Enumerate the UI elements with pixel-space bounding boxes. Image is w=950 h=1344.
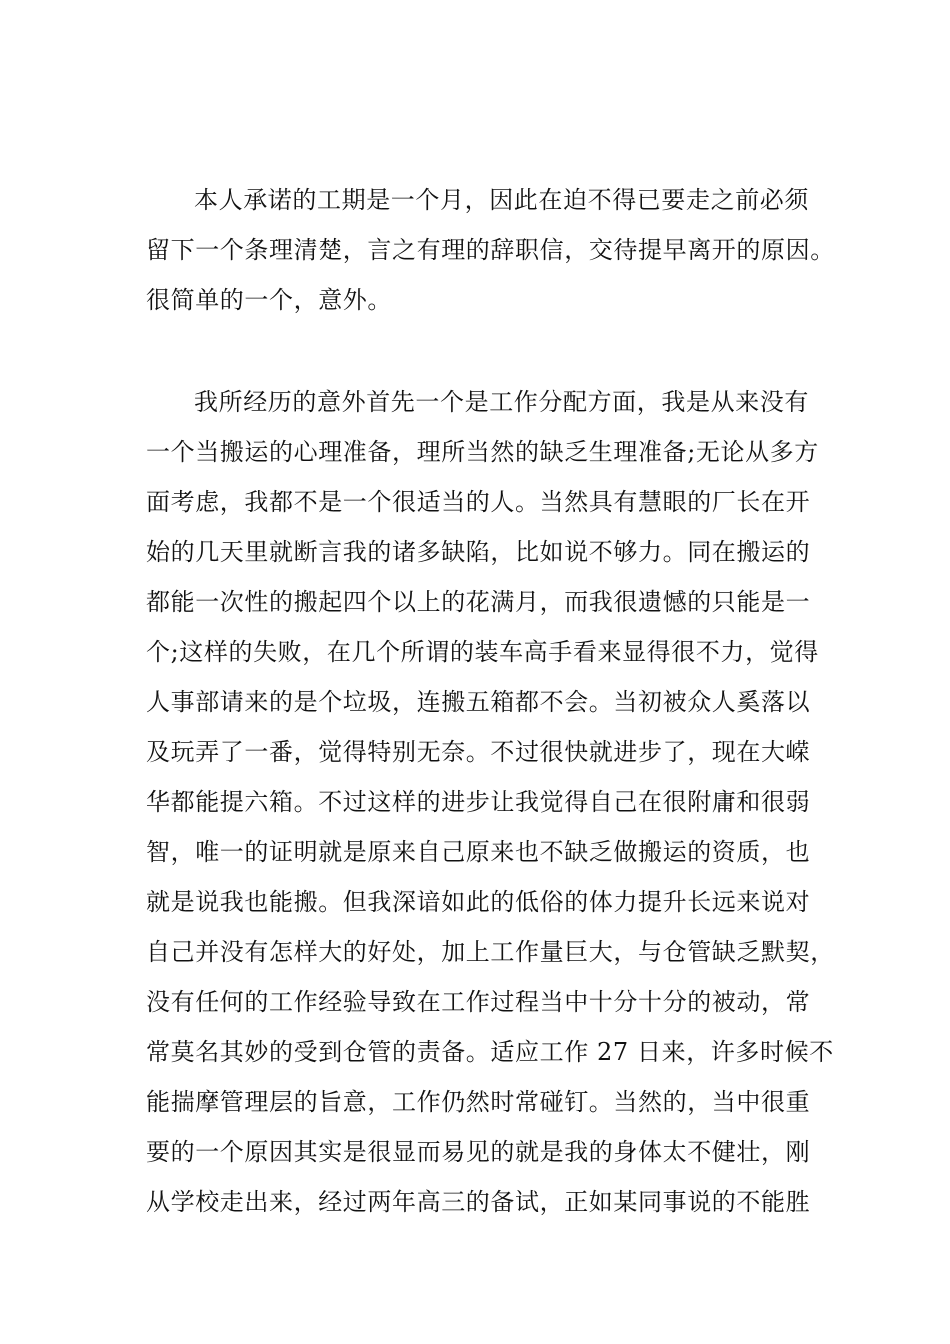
paragraph-2-line-1: 我所经历的意外首先一个是工作分配方面，我是从来没有 <box>194 388 809 416</box>
paragraph-2-line-15: 能揣摩管理层的旨意，工作仍然时常碰钉。当然的，当中很重 <box>146 1088 811 1116</box>
paragraph-2-line-12: 自己并没有怎样大的好处，加上工作量巨大，与仓管缺乏默契， <box>146 938 835 966</box>
paragraph-2-line-14: 常莫名其妙的受到仓管的责备。适应工作 27 日来，许多时候不 <box>146 1038 834 1066</box>
paragraph-2-line-4: 始的几天里就断言我的诸多缺陷，比如说不够力。同在搬运的 <box>146 538 811 566</box>
paragraph-2-line-7: 人事部请来的是个垃圾，连搬五箱都不会。当初被众人奚落以 <box>146 688 811 716</box>
paragraph-2-line-2: 一个当搬运的心理准备，理所当然的缺乏生理准备;无论从多方 <box>146 438 819 466</box>
paragraph-2-line-8: 及玩弄了一番，觉得特别无奈。不过很快就进步了，现在大嵘 <box>146 738 811 766</box>
paragraph-2-line-17: 从学校走出来，经过两年高三的备试，正如某同事说的不能胜 <box>146 1188 811 1216</box>
paragraph-2-line-16: 要的一个原因其实是很显而易见的就是我的身体太不健壮，刚 <box>146 1138 811 1166</box>
paragraph-1-line-3: 很简单的一个，意外。 <box>146 286 392 314</box>
paragraph-1-line-2: 留下一个条理清楚，言之有理的辞职信，交待提早离开的原因。 <box>146 236 835 264</box>
paragraph-2-line-11: 就是说我也能搬。但我深谙如此的低俗的体力提升长远来说对 <box>146 888 811 916</box>
paragraph-2-line-9: 华都能提六箱。不过这样的进步让我觉得自己在很附庸和很弱 <box>146 788 811 816</box>
paragraph-2-line-10: 智，唯一的证明就是原来自己原来也不缺乏做搬运的资质，也 <box>146 838 811 866</box>
paragraph-1-line-1: 本人承诺的工期是一个月，因此在迫不得已要走之前必须 <box>194 186 809 214</box>
paragraph-2-line-6: 个;这样的失败，在几个所谓的装车高手看来显得很不力，觉得 <box>146 638 819 666</box>
paragraph-2-line-13: 没有任何的工作经验导致在工作过程当中十分十分的被动，常 <box>146 988 811 1016</box>
paragraph-2-line-3: 面考虑，我都不是一个很适当的人。当然具有慧眼的厂长在开 <box>146 488 811 516</box>
paragraph-2-line-5: 都能一次性的搬起四个以上的花满月，而我很遗憾的只能是一 <box>146 588 811 616</box>
